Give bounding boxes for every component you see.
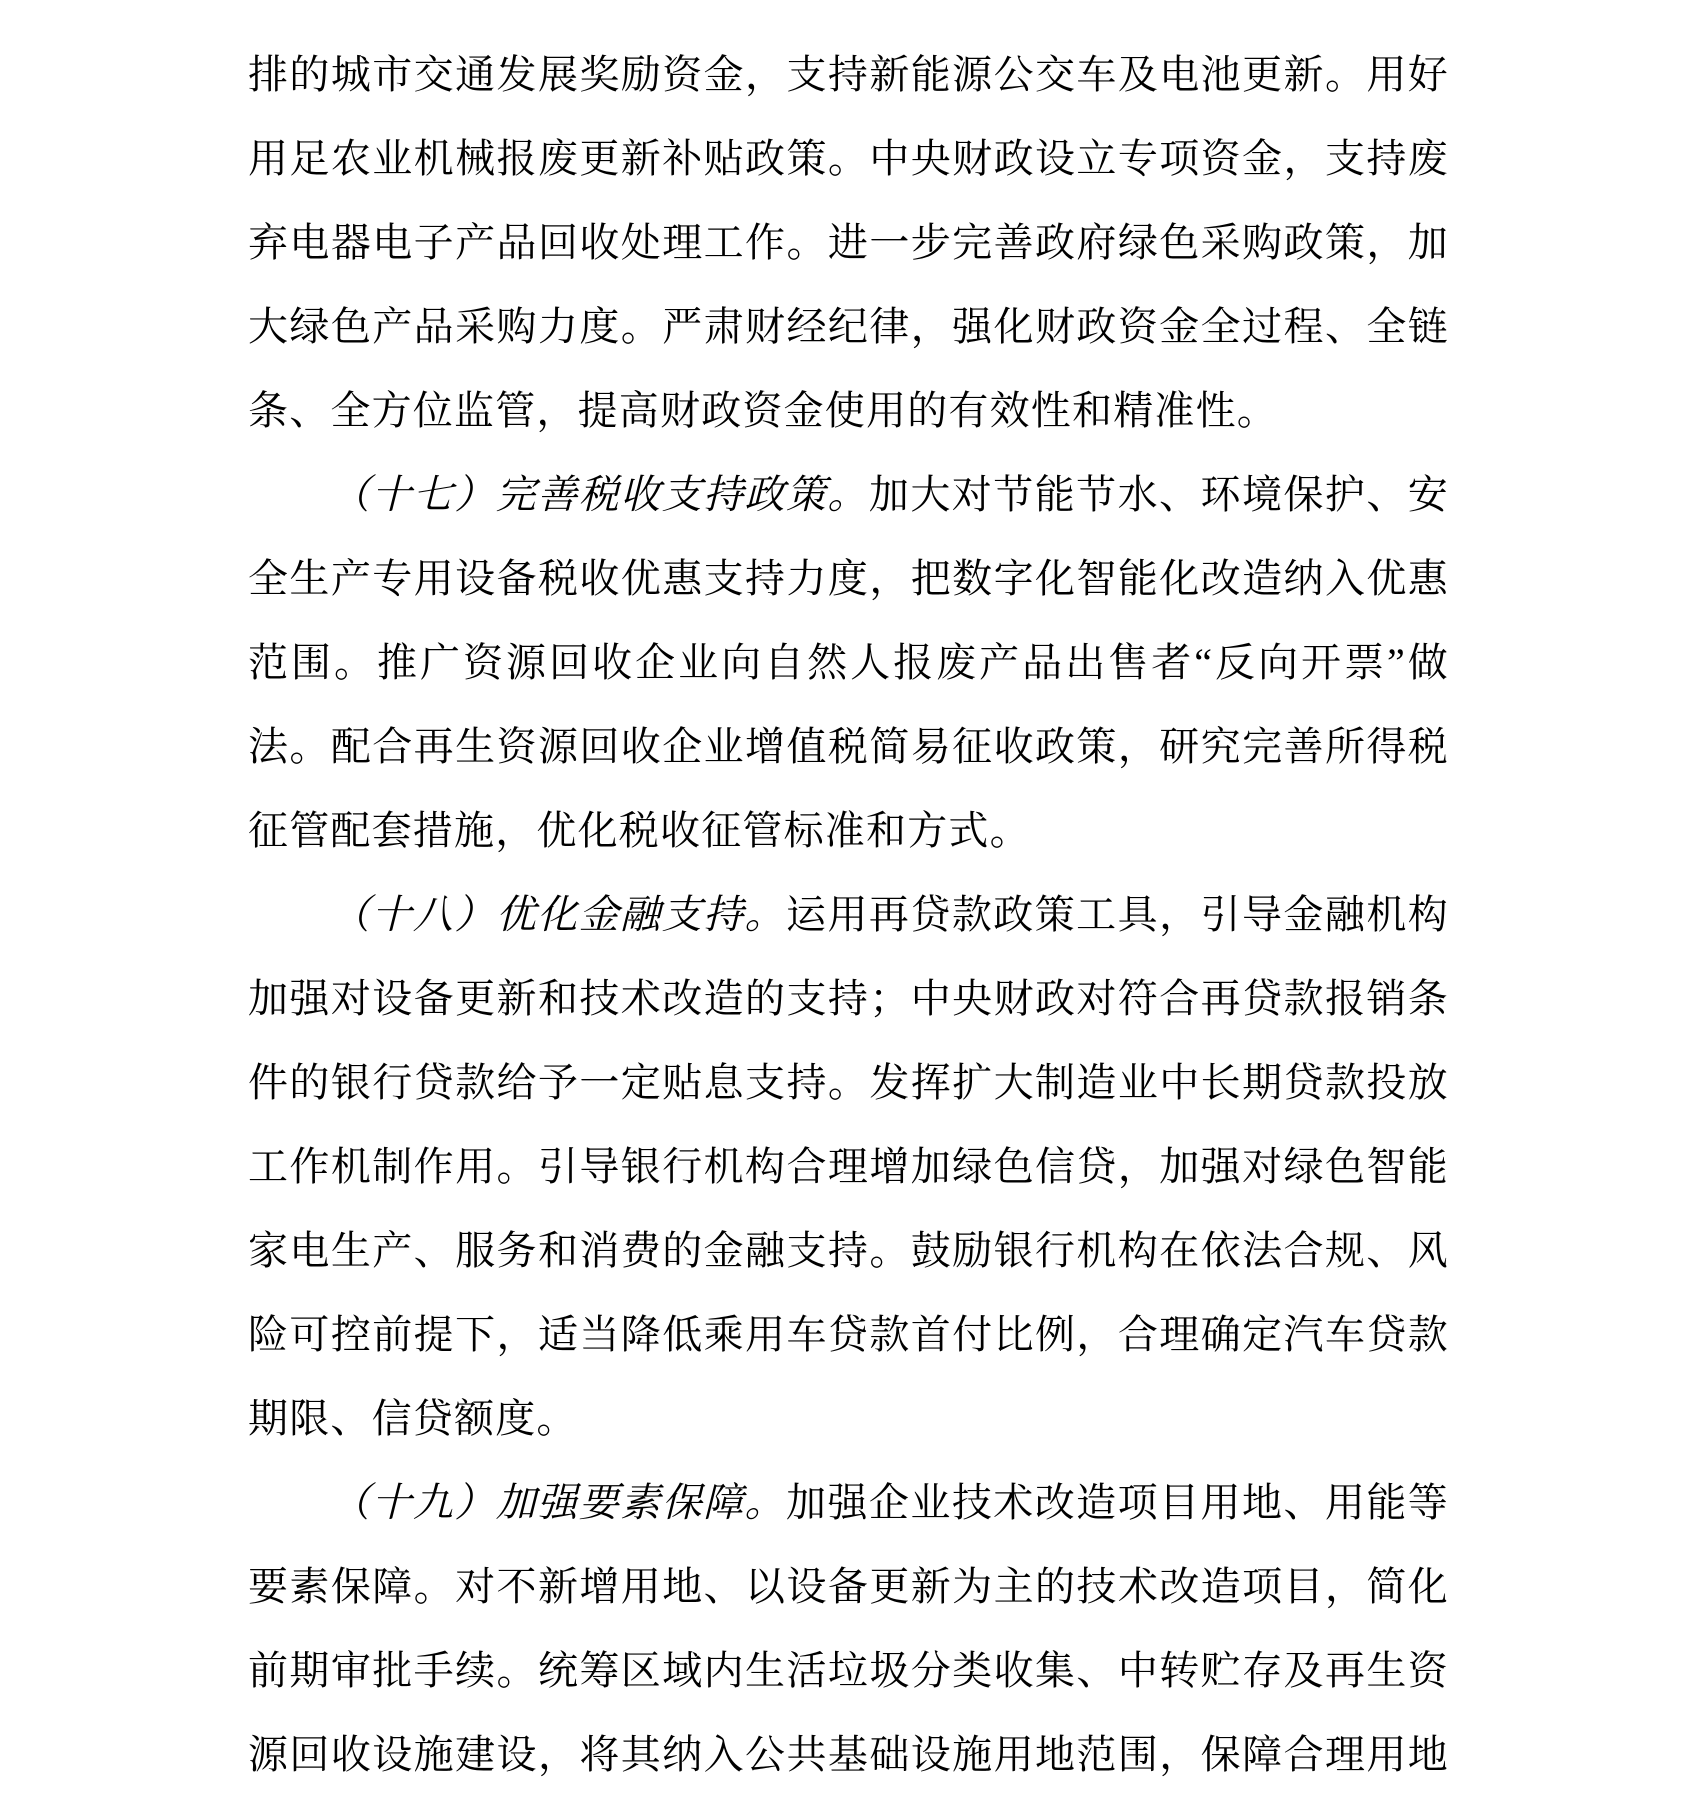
body-line: 件的银行贷款给予一定贴息支持。发挥扩大制造业中长期贷款投放 — [248, 1060, 1449, 1105]
section-19-first-line — [248, 1461, 1449, 1545]
body-line: 弃电器电子产品回收处理工作。进一步完善政府绿色采购政策，加 — [248, 220, 1449, 265]
body-line: 用足农业机械报废更新补贴政策。中央财政设立专项资金，支持废 — [248, 136, 1449, 181]
body-line: 法。配合再生资源回收企业增值税简易征收政策，研究完善所得税 — [248, 724, 1449, 769]
section-19-heading: （十九）加强要素保障。 — [330, 1480, 786, 1525]
body-line: 大绿色产品采购力度。严肃财经纪律，强化财政资金全过程、全链 — [248, 304, 1449, 349]
body-line: 加强对设备更新和技术改造的支持；中央财政对符合再贷款报销条 — [248, 976, 1449, 1021]
body-line: 源回收设施建设，将其纳入公共基础设施用地范围，保障合理用地 — [248, 1732, 1449, 1777]
body-line-paragraph-end: 条、全方位监管，提高财政资金使用的有效性和精准性。 — [248, 388, 1278, 433]
body-line: 家电生产、服务和消费的金融支持。鼓励银行机构在依法合规、风 — [248, 1228, 1449, 1273]
section-17-heading: （十七）完善税收支持政策。 — [330, 472, 869, 517]
body-line: 前期审批手续。统筹区域内生活垃圾分类收集、中转贮存及再生资 — [248, 1648, 1449, 1693]
section-19-body-start: 加强企业技术改造项目用地、用能等 — [786, 1480, 1450, 1525]
body-line: 工作机制作用。引导银行机构合理增加绿色信贷，加强对绿色智能 — [248, 1144, 1449, 1189]
section-18-first-line — [248, 873, 1449, 957]
body-line: 险可控前提下，适当降低乘用车贷款首付比例，合理确定汽车贷款 — [248, 1312, 1449, 1357]
body-line-paragraph-end: 期限、信贷额度。 — [248, 1396, 578, 1441]
document-text-block — [248, 33, 1449, 1797]
section-17-first-line — [248, 453, 1449, 537]
body-line: 排的城市交通发展奖励资金，支持新能源公交车及电池更新。用好 — [248, 52, 1449, 97]
body-line: 要素保障。对不新增用地、以设备更新为主的技术改造项目，简化 — [248, 1564, 1449, 1609]
section-17-body-start: 加大对节能节水、环境保护、安 — [868, 472, 1449, 517]
section-18-body-start: 运用再贷款政策工具，引导金融机构 — [786, 892, 1450, 937]
body-line-paragraph-end: 征管配套措施，优化税收征管标准和方式。 — [248, 808, 1031, 853]
body-line: 范围。推广资源回收企业向自然人报废产品出售者“反向开票”做 — [248, 640, 1449, 685]
section-18-heading: （十八）优化金融支持。 — [330, 892, 786, 937]
body-line: 全生产专用设备税收优惠支持力度，把数字化智能化改造纳入优惠 — [248, 556, 1449, 601]
